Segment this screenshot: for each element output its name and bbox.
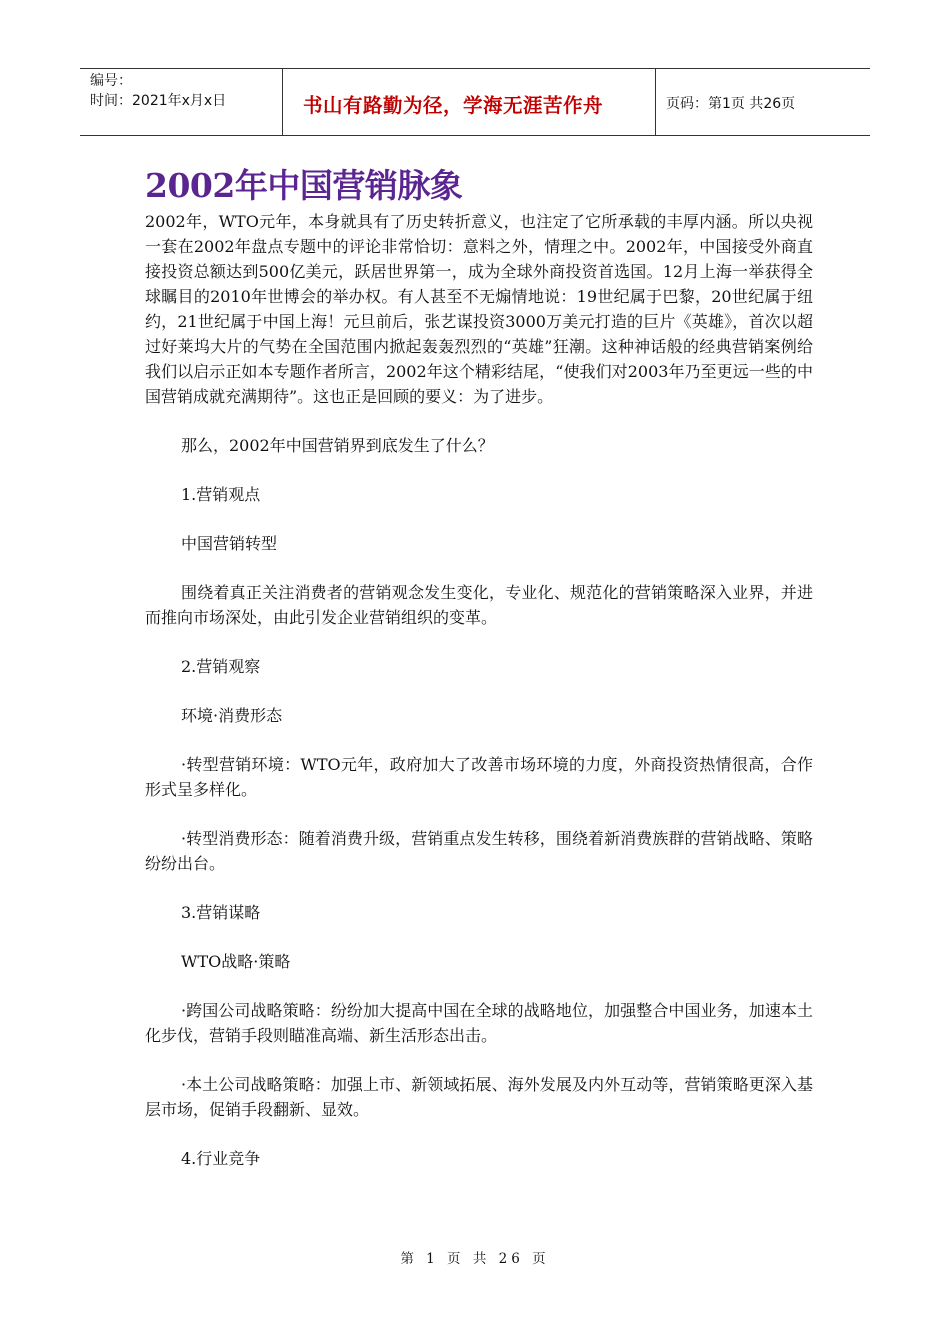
time-label: 时间：2021年x月x日 xyxy=(90,93,227,109)
section-heading: 3.营销谋略 xyxy=(181,903,261,922)
paragraph: 那么，2002年中国营销界到底发生了什么？ xyxy=(181,436,494,455)
paragraph: ·跨国公司战略策略：纷纷加大提高中国在全球的战略地位，加强整合中国业务，加速本土化步伐，营销手段则瞄准高端、新生活形态出击。 xyxy=(145,1001,813,1045)
paragraph: ·转型消费形态：随着消费升级，营销重点发生转移，围绕着新消费族群的营销战略、策略纷纷出台。 xyxy=(145,829,813,873)
header-meta xyxy=(80,69,282,135)
intro-paragraph: 2002年，WTO元年，本身就具有了历史转折意义，也注定了它所承载的丰厚内涵。所以央视一套在2002年盘点专题中的评论非常恰切：意料之外，情理之中。2002年，中国接受外商直接投资总额达到500亿美元，跃居世界第一，成为全球外商投资首选国。12月上海一举获得全球瞩目的2010年世博会的举办权。有人甚至不无煽情地说：19世纪属于巴黎，20世纪属于纽约，21世纪属于中国上海！元旦前后，张艺谋投资3000万美元打造的巨片《英雄》，首次以超过好莱坞大片的气势在全国范围内掀起轰轰烈烈的“英雄”狂潮。这种神话般的经典营销案例给我们以启示正如本专题作者所言，2002年这个精彩结尾，“使我们对2003年乃至更远一些的中国营销成就充满期待”。这也正是回顾的要义：为了进步。 xyxy=(145,212,813,406)
subsection-heading: 中国营销转型 xyxy=(181,534,278,553)
document-title: 2002年中国营销脉象 xyxy=(145,166,463,205)
header-page-label: 页码：第1页 共26页 xyxy=(666,96,796,112)
subsection-heading: WTO战略·策略 xyxy=(181,952,291,971)
section-heading: 4.行业竞争 xyxy=(181,1149,261,1168)
document-header xyxy=(80,68,870,136)
paragraph: 围绕着真正关注消费者的营销观念发生变化，专业化、规范化的营销策略深入业界，并进而推向市场深处，由此引发企业营销组织的变革。 xyxy=(145,583,813,627)
document-body xyxy=(145,209,813,1171)
section-heading: 2.营销观察 xyxy=(181,657,261,676)
page-footer: 第 1 页 共 26 页 xyxy=(400,1251,550,1267)
paragraph: ·转型营销环境：WTO元年，政府加大了改善市场环境的力度，外商投资热情很高，合作形式呈多样化。 xyxy=(145,755,813,799)
paragraph: ·本土公司战略策略：加强上市、新领域拓展、海外发展及内外互动等，营销策略更深入基层市场，促销手段翻新、显效。 xyxy=(145,1075,813,1119)
subsection-heading: 环境·消费形态 xyxy=(181,706,283,725)
header-motto: 书山有路勤为径，学海无涯苦作舟 xyxy=(282,69,656,135)
section-heading: 1.营销观点 xyxy=(181,485,261,504)
number-label: 编号： xyxy=(90,73,132,89)
